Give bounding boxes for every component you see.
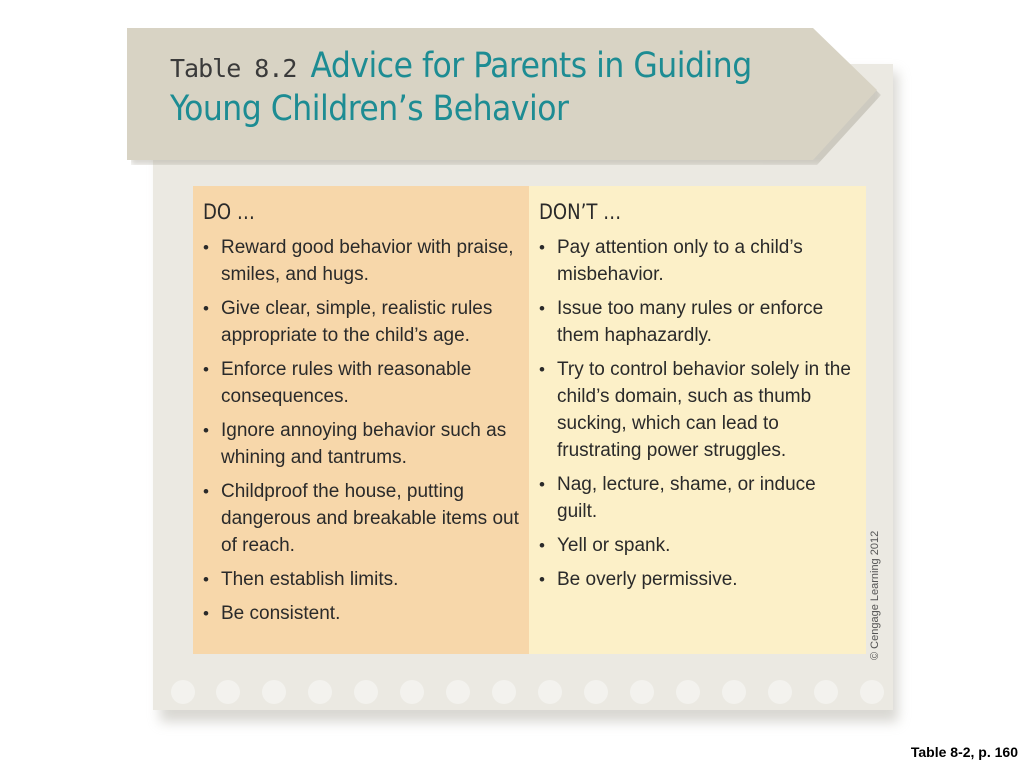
dont-item: • Pay attention only to a child’s misbehavior.: [539, 234, 856, 288]
do-item: • Give clear, simple, realistic rules appropriate to the child’s age.: [203, 295, 519, 349]
dont-item: • Yell or spank.: [539, 532, 856, 559]
decorative-dots: [163, 680, 893, 704]
do-item: • Be consistent.: [203, 600, 519, 627]
do-item: • Reward good behavior with praise, smiles, and hugs.: [203, 234, 519, 288]
table-label: Table 8.2: [170, 54, 297, 83]
dont-heading: DON’T …: [539, 200, 622, 224]
do-column: [193, 186, 529, 654]
dont-column: [529, 186, 866, 654]
dont-item: • Nag, lecture, shame, or induce guilt.: [539, 471, 856, 525]
dont-list: [539, 234, 856, 593]
do-item: • Enforce rules with reasonable consequences.: [203, 356, 519, 410]
table-title-line2: Young Children’s Behavior: [170, 89, 569, 129]
table-title-block: [170, 46, 830, 129]
do-item: • Childproof the house, putting dangerous and breakable items out of reach.: [203, 478, 519, 559]
page-reference: Table 8-2, p. 160: [910, 744, 1018, 760]
do-item: • Then establish limits.: [203, 566, 519, 593]
dont-item: • Be overly permissive.: [539, 566, 856, 593]
do-item: • Ignore annoying behavior such as whining and tantrums.: [203, 417, 519, 471]
table-title-line1: Advice for Parents in Guiding: [310, 46, 752, 86]
dont-item: • Issue too many rules or enforce them haphazardly.: [539, 295, 856, 349]
copyright-notice: © Cengage Learning 2012: [869, 530, 881, 660]
dont-item: • Try to control behavior solely in the child’s domain, such as thumb sucking, which can lead to frustrating power struggles.: [539, 356, 856, 464]
do-list: [203, 234, 519, 627]
do-heading: DO …: [203, 200, 255, 224]
